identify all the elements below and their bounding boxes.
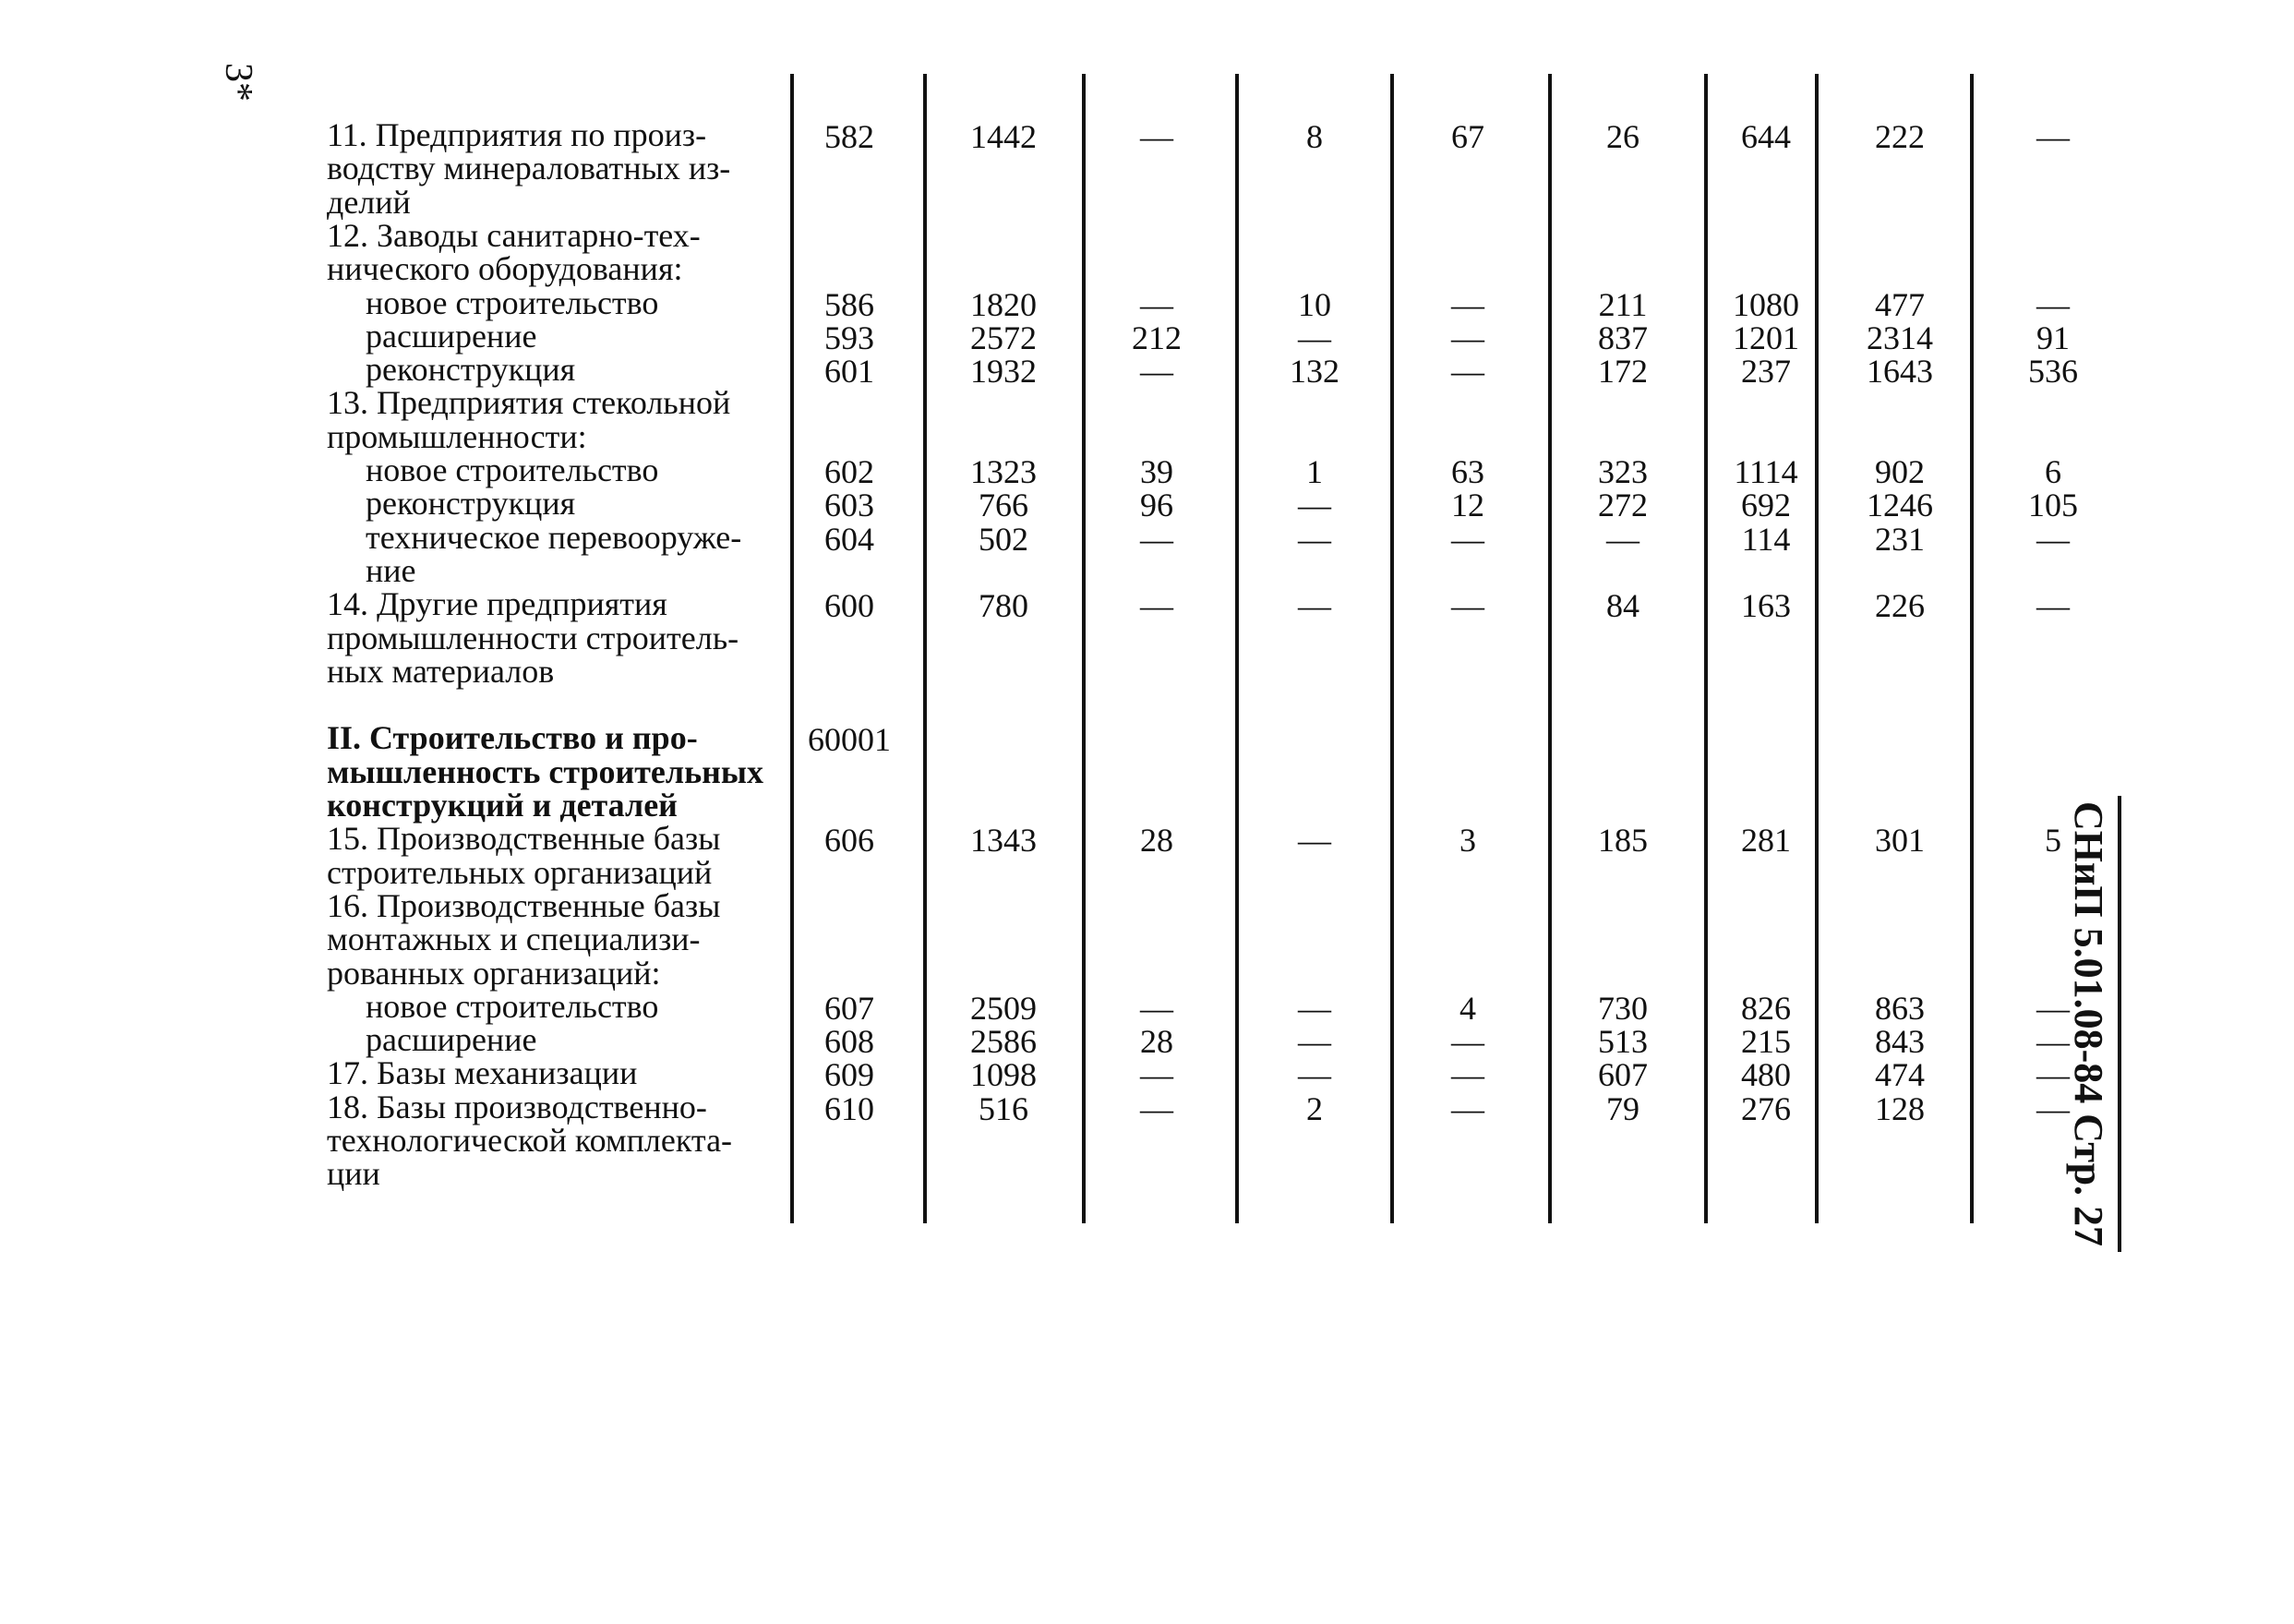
table-cell: 237 bbox=[1741, 353, 1791, 391]
table-cell: 600 bbox=[824, 587, 874, 625]
column-rule bbox=[1390, 74, 1394, 1223]
table-cell: 610 bbox=[824, 1089, 874, 1127]
table-cell: 1201 bbox=[1733, 319, 1799, 356]
table-cell: 185 bbox=[1598, 822, 1648, 860]
table-cell: — bbox=[2036, 587, 2070, 625]
table-cell: 215 bbox=[1741, 1023, 1791, 1061]
table-cell: 211 bbox=[1598, 285, 1648, 323]
table-cell: 474 bbox=[1875, 1056, 1925, 1094]
table-cell: — bbox=[1298, 587, 1331, 625]
table-cell: 1932 bbox=[970, 353, 1037, 391]
table-cell: 281 bbox=[1741, 822, 1791, 860]
column-rule bbox=[1970, 74, 1974, 1223]
table-cell: 607 bbox=[824, 989, 874, 1027]
table-cell: 536 bbox=[2028, 353, 2078, 391]
column-rule bbox=[923, 74, 927, 1223]
table-cell: 1442 bbox=[970, 118, 1037, 155]
table-cell: 276 bbox=[1741, 1089, 1791, 1127]
table-cell: 730 bbox=[1598, 989, 1648, 1027]
table-cell: 132 bbox=[1290, 353, 1339, 391]
table-cell: 2509 bbox=[970, 989, 1037, 1027]
row-label: ние bbox=[366, 551, 416, 589]
row-label: 17. Базы механизации bbox=[327, 1054, 638, 1092]
table-cell: 1343 bbox=[970, 822, 1037, 860]
row-label: II. Строительство и про- bbox=[327, 719, 698, 757]
table-cell: 502 bbox=[979, 520, 1028, 558]
table-cell: 6 bbox=[2045, 453, 2061, 490]
table-cell: 1246 bbox=[1867, 487, 1933, 524]
table-cell: 837 bbox=[1598, 319, 1648, 356]
row-label: 18. Базы производственно- bbox=[327, 1088, 707, 1125]
table-cell: — bbox=[1298, 1023, 1331, 1061]
row-label: техническое перевооруже- bbox=[366, 518, 742, 556]
table-cell: — bbox=[1140, 1089, 1173, 1127]
row-label: новое строительство bbox=[366, 451, 659, 488]
table-cell: 1643 bbox=[1867, 353, 1933, 391]
table-cell: — bbox=[1451, 285, 1484, 323]
table-cell: — bbox=[1140, 1056, 1173, 1094]
row-label: реконструкция bbox=[366, 485, 576, 523]
table-cell: — bbox=[1451, 1023, 1484, 1061]
table-cell: — bbox=[1298, 520, 1331, 558]
table-cell: 1098 bbox=[970, 1056, 1037, 1094]
table-cell: 91 bbox=[2036, 319, 2070, 356]
row-label: 16. Производственные базы bbox=[327, 886, 721, 924]
table-cell: 604 bbox=[824, 520, 874, 558]
table-cell: — bbox=[1451, 587, 1484, 625]
table-cell: 606 bbox=[824, 822, 874, 860]
table-cell: 586 bbox=[824, 285, 874, 323]
table-cell: 1114 bbox=[1734, 453, 1798, 490]
table-cell: 212 bbox=[1132, 319, 1182, 356]
row-label: 15. Производственные базы bbox=[327, 820, 721, 858]
table-cell: 163 bbox=[1741, 587, 1791, 625]
row-label: строительных организаций bbox=[327, 853, 713, 891]
table-cell: 2 bbox=[1306, 1089, 1323, 1127]
table-cell: 780 bbox=[979, 587, 1028, 625]
table-cell: — bbox=[1298, 319, 1331, 356]
table-cell: 63 bbox=[1451, 453, 1484, 490]
table-cell: 84 bbox=[1606, 587, 1639, 625]
table-cell: — bbox=[1298, 822, 1331, 860]
table-cell: — bbox=[2036, 1089, 2070, 1127]
table-cell: — bbox=[2036, 118, 2070, 155]
table-cell: 2572 bbox=[970, 319, 1037, 356]
row-label: 14. Другие предприятия bbox=[327, 585, 667, 623]
table-cell: 96 bbox=[1140, 487, 1173, 524]
table-cell: 28 bbox=[1140, 822, 1173, 860]
table-cell: — bbox=[1298, 487, 1331, 524]
table-cell: — bbox=[2036, 285, 2070, 323]
table-cell: 79 bbox=[1606, 1089, 1639, 1127]
row-label: ных материалов bbox=[327, 652, 555, 690]
row-label: промышленности строитель- bbox=[327, 619, 739, 656]
column-rule bbox=[1082, 74, 1086, 1223]
table-cell: — bbox=[1140, 285, 1173, 323]
row-label: нического оборудования: bbox=[327, 250, 683, 288]
table-cell: 608 bbox=[824, 1023, 874, 1061]
table-cell: 26 bbox=[1606, 118, 1639, 155]
table-cell: 607 bbox=[1598, 1056, 1648, 1094]
table-cell: 826 bbox=[1741, 989, 1791, 1027]
row-label: новое строительство bbox=[366, 987, 659, 1025]
table-cell: 1820 bbox=[970, 285, 1037, 323]
table-cell: 644 bbox=[1741, 118, 1791, 155]
table-cell: — bbox=[2036, 1056, 2070, 1094]
table-cell: — bbox=[1451, 319, 1484, 356]
table-cell: 226 bbox=[1875, 587, 1925, 625]
table-cell: 2586 bbox=[970, 1023, 1037, 1061]
table-cell: 60001 bbox=[808, 721, 891, 759]
table-cell: 1080 bbox=[1733, 285, 1799, 323]
table-cell: — bbox=[1140, 353, 1173, 391]
table-cell: 301 bbox=[1875, 822, 1925, 860]
table-cell: 172 bbox=[1598, 353, 1648, 391]
row-label: 11. Предприятия по произ- bbox=[327, 116, 707, 153]
table-cell: — bbox=[1451, 353, 1484, 391]
table-cell: 480 bbox=[1741, 1056, 1791, 1094]
table-cell: — bbox=[2036, 520, 2070, 558]
table-cell: 5 bbox=[2045, 822, 2061, 860]
table-cell: — bbox=[1140, 520, 1173, 558]
table-cell: 902 bbox=[1875, 453, 1925, 490]
row-label: монтажных и специализи- bbox=[327, 920, 701, 958]
row-label: конструкций и деталей bbox=[327, 787, 678, 824]
row-label: делий bbox=[327, 183, 411, 221]
table-cell: 603 bbox=[824, 487, 874, 524]
table-cell: 609 bbox=[824, 1056, 874, 1094]
table-cell: 593 bbox=[824, 319, 874, 356]
table-cell: — bbox=[2036, 1023, 2070, 1061]
row-label: рованных организаций: bbox=[327, 954, 661, 992]
table-cell: 323 bbox=[1598, 453, 1648, 490]
row-label: мышленность строительных bbox=[327, 752, 763, 790]
table-cell: 12 bbox=[1451, 487, 1484, 524]
table-cell: 601 bbox=[824, 353, 874, 391]
table-cell: 222 bbox=[1875, 118, 1925, 155]
row-label: 13. Предприятия стекольной bbox=[327, 384, 731, 422]
table-cell: 8 bbox=[1306, 118, 1323, 155]
table-cell: — bbox=[1140, 587, 1173, 625]
table-cell: 4 bbox=[1459, 989, 1476, 1027]
page-number-mark: 3* bbox=[217, 63, 259, 102]
table-cell: 105 bbox=[2028, 487, 2078, 524]
column-rule bbox=[1235, 74, 1239, 1223]
table-cell: 128 bbox=[1875, 1089, 1925, 1127]
table-cell: 272 bbox=[1598, 487, 1648, 524]
row-label: новое строительство bbox=[366, 283, 659, 321]
table-cell: 692 bbox=[1741, 487, 1791, 524]
table-cell: 10 bbox=[1298, 285, 1331, 323]
row-label: 12. Заводы санитарно-тех- bbox=[327, 216, 701, 254]
row-label: водству минераловатных из- bbox=[327, 150, 731, 187]
row-label: ции bbox=[327, 1155, 380, 1193]
table-cell: — bbox=[1451, 1089, 1484, 1127]
table-cell: — bbox=[2036, 989, 2070, 1027]
table-cell: 516 bbox=[979, 1089, 1028, 1127]
table-cell: 3 bbox=[1459, 822, 1476, 860]
table-cell: 766 bbox=[979, 487, 1028, 524]
table-cell: — bbox=[1451, 520, 1484, 558]
table-cell: — bbox=[1298, 1056, 1331, 1094]
table-cell: 2314 bbox=[1867, 319, 1933, 356]
row-label: промышленности: bbox=[327, 417, 587, 455]
table-cell: 582 bbox=[824, 118, 874, 155]
table-cell: — bbox=[1451, 1056, 1484, 1094]
table-cell: 67 bbox=[1451, 118, 1484, 155]
table-cell: 39 bbox=[1140, 453, 1173, 490]
table-cell: 1323 bbox=[970, 453, 1037, 490]
table-cell: 1 bbox=[1306, 453, 1323, 490]
table-cell: 863 bbox=[1875, 989, 1925, 1027]
running-header: СНиП 5.01.08-84 Стр. 27 bbox=[2065, 796, 2121, 1252]
table-cell: — bbox=[1140, 118, 1173, 155]
table-cell: 28 bbox=[1140, 1023, 1173, 1061]
table-cell: 843 bbox=[1875, 1023, 1925, 1061]
table-cell: 477 bbox=[1875, 285, 1925, 323]
table-cell: 114 bbox=[1741, 520, 1791, 558]
column-rule bbox=[1548, 74, 1552, 1223]
table-cell: 602 bbox=[824, 453, 874, 490]
table-cell: 231 bbox=[1875, 520, 1925, 558]
row-label: расширение bbox=[366, 1021, 537, 1059]
table-cell: 513 bbox=[1598, 1023, 1648, 1061]
row-label: расширение bbox=[366, 317, 537, 355]
table-cell: — bbox=[1606, 520, 1639, 558]
table-cell: — bbox=[1140, 989, 1173, 1027]
row-label: реконструкция bbox=[366, 351, 576, 389]
table-cell: — bbox=[1298, 989, 1331, 1027]
row-label: технологической комплекта- bbox=[327, 1122, 733, 1159]
